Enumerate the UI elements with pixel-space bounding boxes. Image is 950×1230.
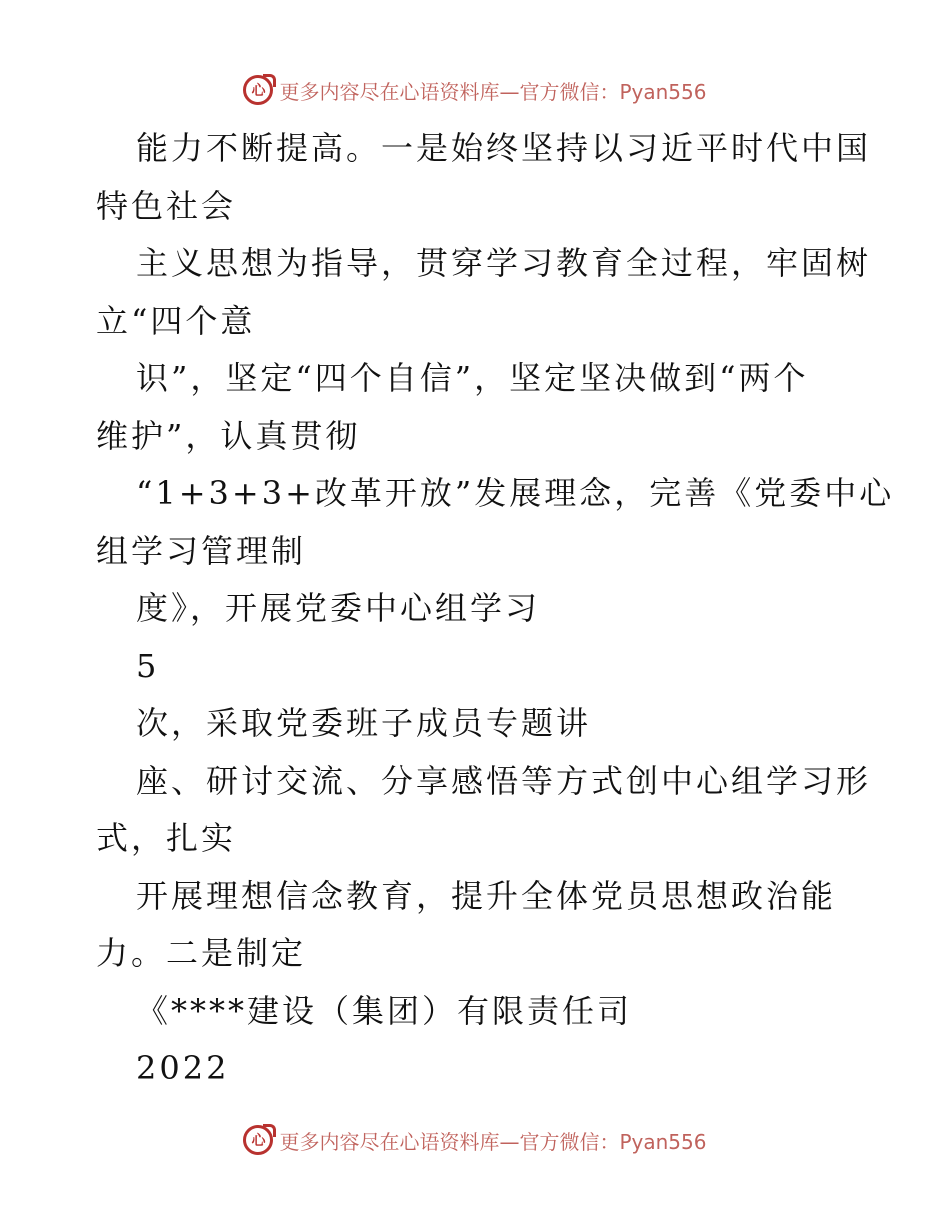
text-line: 立“四个意	[96, 301, 256, 340]
header-watermark	[0, 72, 950, 108]
text-line: 主义思想为指导，贯穿学习教育全过程，牢固树	[136, 244, 872, 282]
text-line: “1+3+3+改革开放”发展理念，完善《党委中心	[136, 474, 895, 512]
text-line: 特色社会	[96, 186, 237, 225]
watermark-text: 更多内容尽在心语资料库—官方微信：Pyan556	[279, 79, 707, 104]
text-line: 5	[136, 646, 160, 685]
text-line: 座、研讨交流、分享感悟等方式创中心组学习形	[136, 761, 872, 800]
text-line: 式，扎实	[96, 819, 237, 857]
text-line: 维护”，认真贯彻	[96, 416, 361, 455]
document-body	[96, 120, 895, 1098]
text-line: 度》，开展党委中心组学习	[136, 589, 541, 627]
text-line: 《****建设（集团）有限责任司	[136, 991, 633, 1030]
text-line: 次，采取党委班子成员专题讲	[136, 704, 592, 742]
text-line: 2022	[136, 1049, 230, 1087]
text-line: 能力不断提高。一是始终坚持以习近平时代中国	[136, 129, 872, 167]
footer-watermark	[0, 1122, 950, 1158]
text-line: 力。二是制定	[96, 934, 307, 972]
brand-logo-icon: 心	[243, 1125, 273, 1155]
text-line: 组学习管理制	[96, 531, 307, 570]
watermark-text: 更多内容尽在心语资料库—官方微信：Pyan556	[279, 1129, 707, 1154]
brand-logo-icon: 心	[243, 75, 273, 105]
text-line: 识”，坚定“四个自信”，坚定坚决做到“两个	[136, 359, 809, 397]
text-line: 开展理想信念教育，提升全体党员思想政治能	[136, 876, 837, 915]
